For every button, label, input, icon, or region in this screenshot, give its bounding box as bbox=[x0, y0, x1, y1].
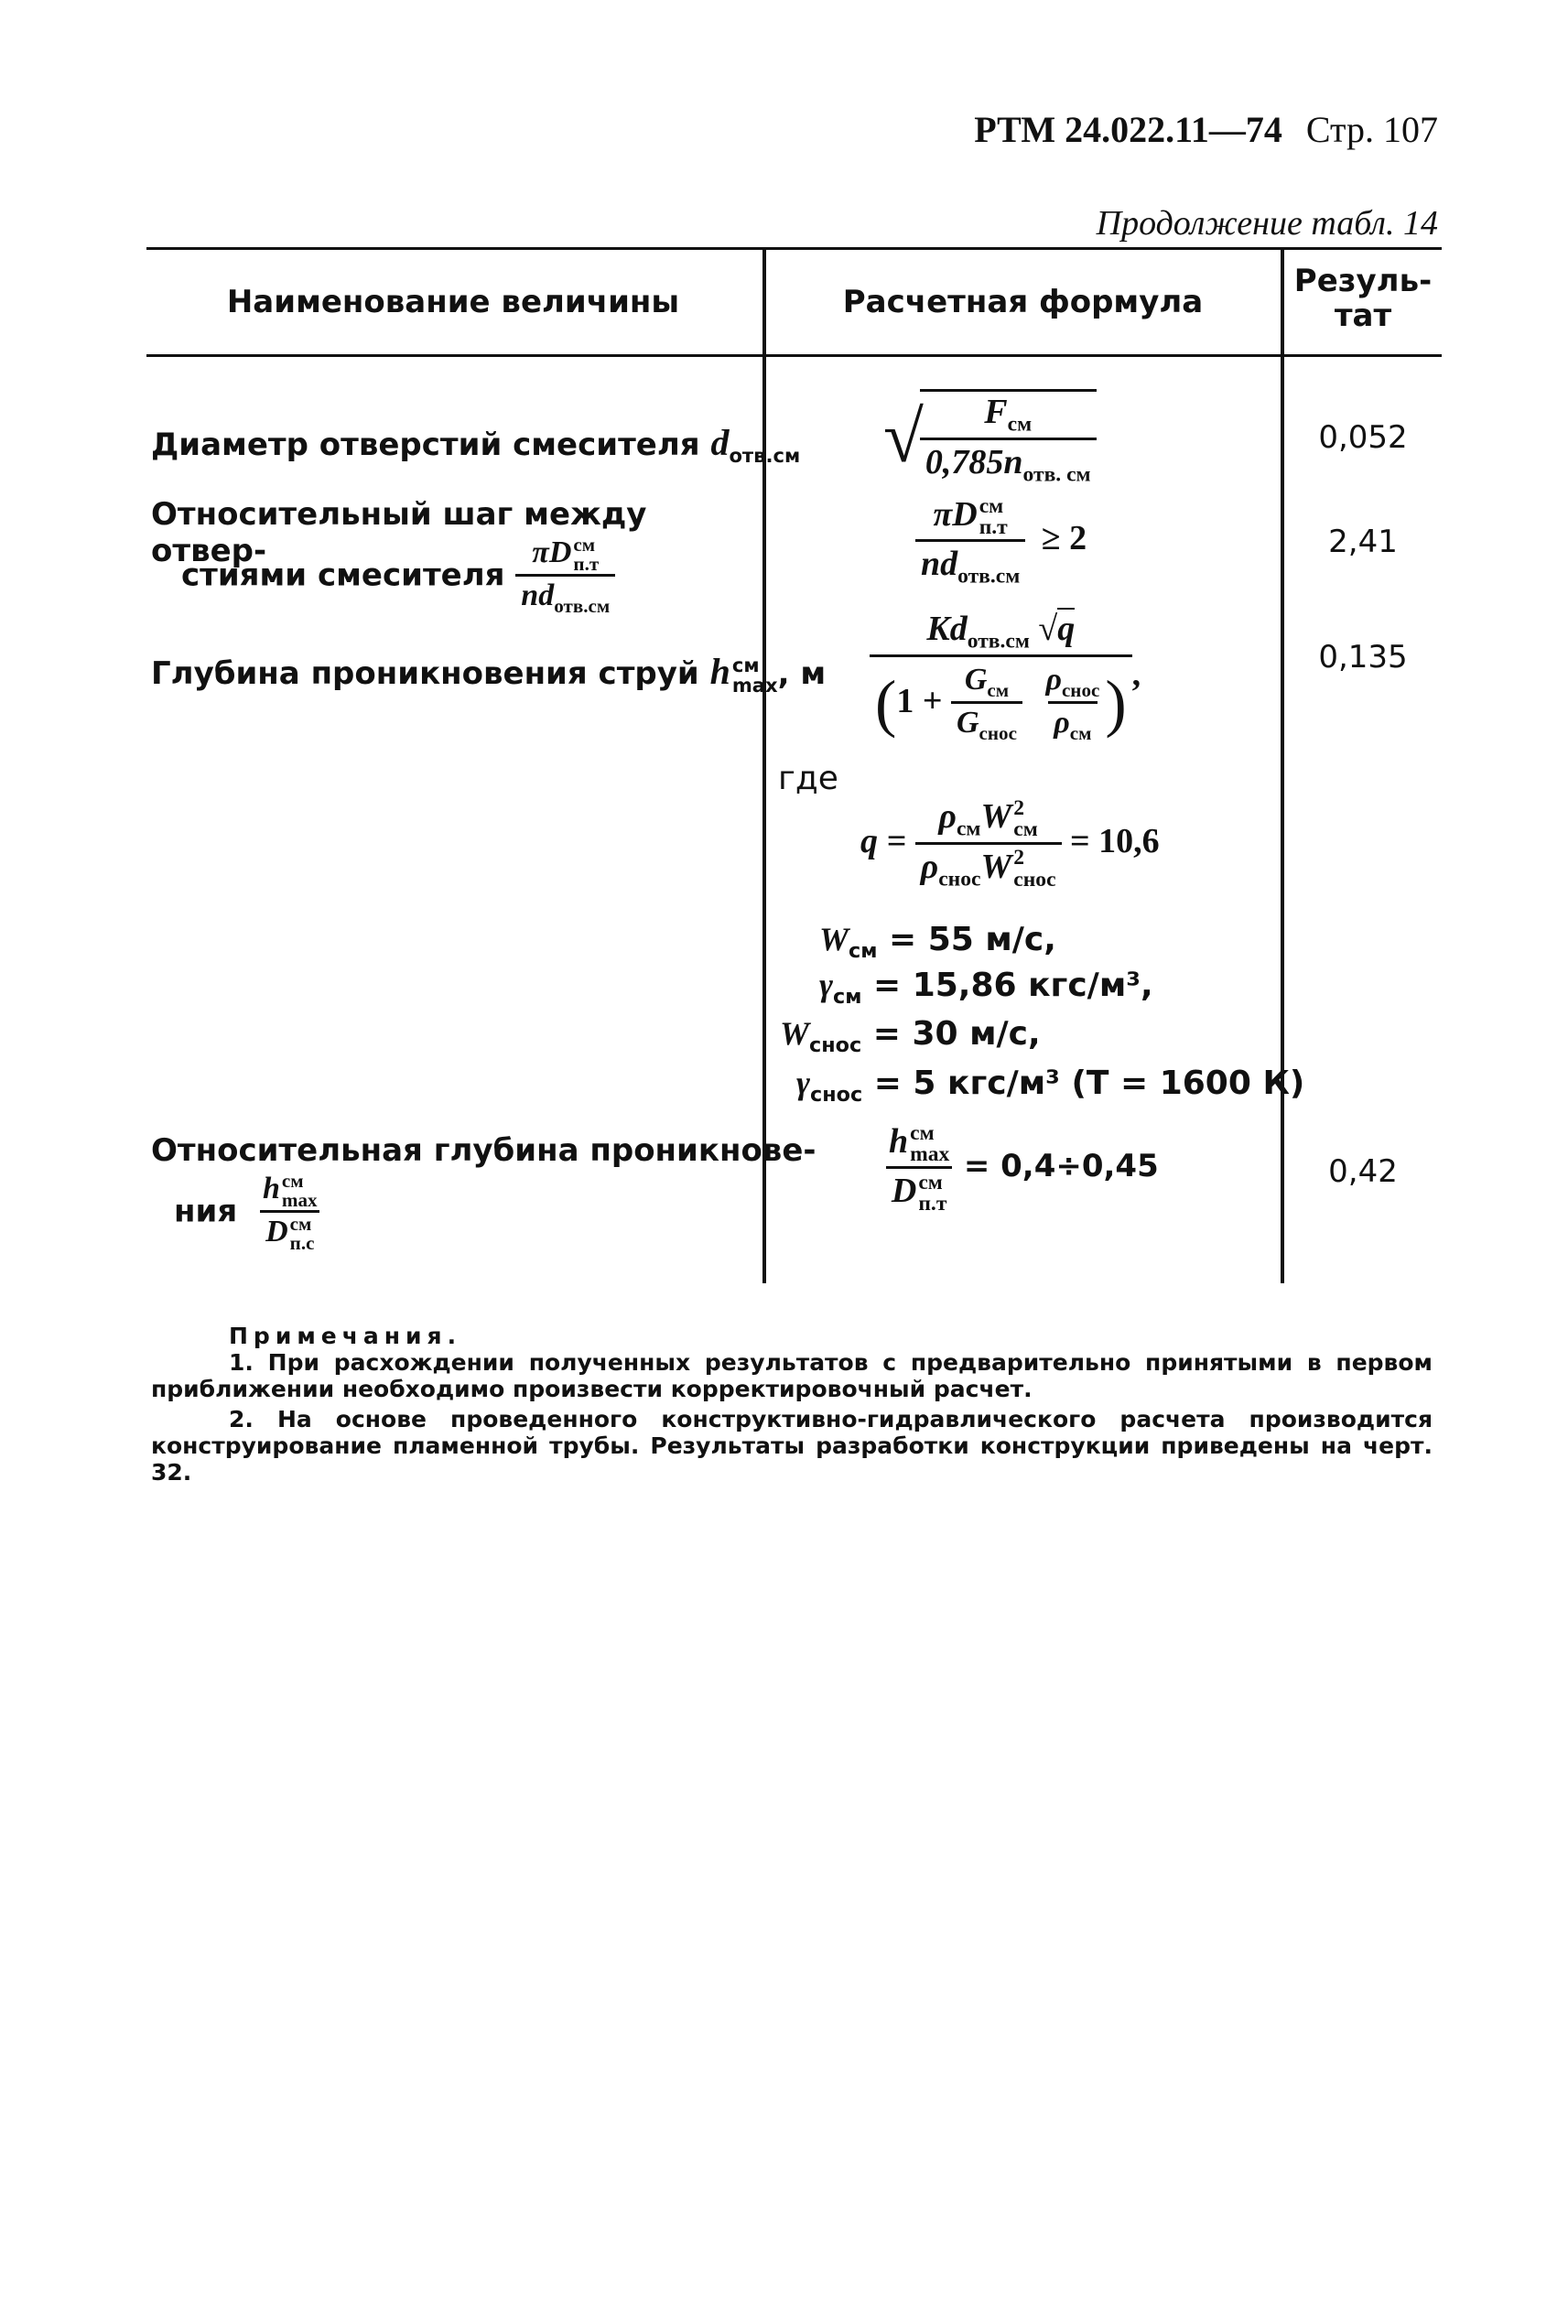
row-2-name-line2: стиями смесителя πD см п.т $nd_{отв.см}$ bbox=[181, 535, 615, 618]
row-4-formula: h см max D см п.т = 0,4÷0,45 bbox=[883, 1121, 1159, 1216]
column-header-result bbox=[1285, 264, 1441, 333]
where-label: где bbox=[778, 760, 838, 797]
row-4-name-line2: ния h см max D см п.с bbox=[174, 1172, 323, 1254]
column-divider-1 bbox=[762, 249, 766, 1283]
row-2-result: 2,41 bbox=[1328, 524, 1398, 560]
row-1-name: Диаметр отверстий смесителя $d_{отв.см}$ bbox=[151, 422, 801, 467]
row-3-formula: $Kd_{отв.см}$ √q (1 + $\frac{G_{см}}{G_{снос}}$ $\frac{\rho_{снос}}{\rho_{см}}$ ) , bbox=[870, 609, 1141, 745]
row-3-result: 0,135 bbox=[1318, 639, 1408, 676]
row-3-main-fraction: $Kd_{отв.см}$ √q (1 + $\frac{G_{см}}{G_{снос}}$ $\frac{\rho_{снос}}{\rho_{см}}$ ) bbox=[870, 609, 1132, 745]
note-1: 1. При расхождении полученных результатов с предварительно принятыми в первом приближении необходимо произвести корректировочный расчет. bbox=[151, 1349, 1433, 1402]
row-2-name-fraction: πD см п.т $nd_{отв.см}$ bbox=[515, 535, 615, 618]
note-2: 2. На основе проведенного конструктивно-гидравлического расчета производится конструирование пламенной трубы. Результаты разработки конструкции приведены на черт. 32. bbox=[151, 1406, 1433, 1486]
page-header bbox=[974, 108, 1438, 151]
table-top-rule bbox=[146, 247, 1442, 250]
row-2-name: Относительный шаг между отвер- bbox=[151, 496, 647, 569]
row-4-name-fraction: h см max D см п.с bbox=[257, 1172, 323, 1254]
rho-ratio: $\frac{\rho_{снос}}{\rho_{см}}$ bbox=[1045, 662, 1100, 745]
column-header-result-line1: Резуль- bbox=[1293, 263, 1433, 299]
sqrt-sign: √ bbox=[883, 397, 924, 479]
q-fraction: $\rho_{см}W$ 2 см $\rho_{снос}W$ 2 снос bbox=[915, 796, 1062, 892]
column-header-formula: Расчетная формула bbox=[842, 284, 1204, 320]
row-2-inequality: ≥ 2 bbox=[1041, 519, 1087, 558]
table-continuation-label: Продолжение табл. 14 bbox=[1096, 204, 1438, 243]
row-4-result: 0,42 bbox=[1328, 1153, 1398, 1190]
row-2-formula bbox=[915, 494, 1087, 589]
row-1-result: 0,052 bbox=[1318, 419, 1408, 456]
notes-title: Примечания. bbox=[229, 1323, 462, 1349]
w-sm-line: $W_{см} = 55$ м/с, bbox=[819, 921, 1056, 964]
row-1-formula bbox=[883, 389, 1097, 487]
row-2-fraction: πD см п.т $nd_{отв.см}$ bbox=[915, 494, 1025, 589]
row-1-fraction: $\frac{F_{см}}{0,785n_{отв. см}}$ bbox=[920, 389, 1097, 487]
table-header-rule bbox=[146, 354, 1442, 357]
row-1-symbol: d bbox=[710, 422, 730, 463]
column-header-result-line2: тат bbox=[1334, 297, 1392, 334]
g-ratio: $\frac{G_{см}}{G_{снос}}$ bbox=[951, 663, 1022, 746]
gamma-sm-line: $\gamma_{см} = 15,86$ кгс/м³, bbox=[819, 967, 1153, 1010]
column-divider-2 bbox=[1281, 249, 1284, 1283]
page-number: Стр. 107 bbox=[1305, 109, 1438, 150]
row-4-name: Относительная глубина проникнове- bbox=[151, 1132, 816, 1169]
gamma-snos-line: $\gamma_{снос} = 5$ кгс/м³ (T = 1600 К) bbox=[796, 1065, 1305, 1108]
notes-block bbox=[151, 1323, 1433, 1486]
w-snos-line: $W_{снос} = 30$ м/с, bbox=[780, 1015, 1041, 1058]
row-4-fraction: h см max D см п.т bbox=[883, 1121, 955, 1216]
row-3-symbol: h bbox=[709, 651, 730, 692]
q-equation: q = $\rho_{см}W$ 2 см $\rho_{снос}W$ 2 снос = 10,6 bbox=[860, 795, 1160, 892]
row-3-name: Глубина проникновения струй h см max , м bbox=[151, 651, 827, 697]
column-header-name: Наименование величины bbox=[226, 284, 680, 320]
doc-code: РТМ 24.022.11—74 bbox=[974, 109, 1282, 150]
